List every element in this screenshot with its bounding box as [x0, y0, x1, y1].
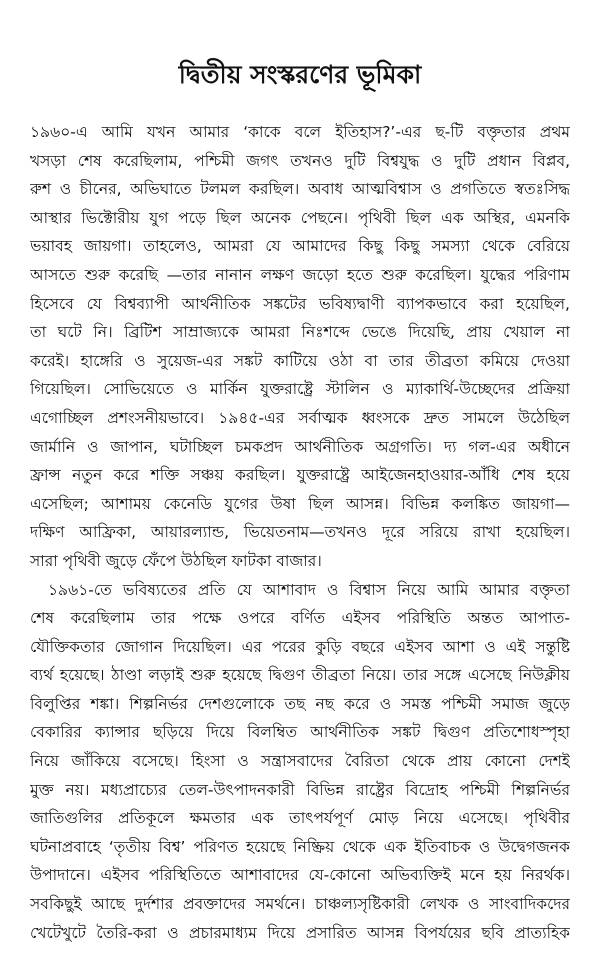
text-line: হিসেবে যে বিশ্বব্যাপী আর্থনীতিক সঙ্কটের ভবিষ্যদ্বাণী ব্যাপকভাবে করা হয়েছিল, — [30, 294, 570, 313]
paragraph-2 — [30, 576, 570, 948]
text-line: ঘটনাপ্রবাহে ‘তৃতীয় বিশ্ব’ পরিণত হয়েছে নিষ্ক্রিয় থেকে এক ইতিবাচক ও উদ্বেগজনক — [30, 837, 570, 856]
text-line: সবকিছুই আছে দুর্দশার প্রবক্তাদের সমর্থনে। চাঞ্চল্যসৃষ্টিকারী লেখক ও সাংবাদিকদের — [30, 895, 570, 914]
text-line: নিয়ে জাঁকিয়ে বসেছে। হিংসা ও সন্ত্রাসবাদের বৈরিতা থেকে প্রায় কোনো দেশই — [30, 752, 570, 771]
text-line: জার্মানি ও জাপান, ঘটাচ্ছিল চমকপ্রদ আর্থনীতিক অগ্রগতি। দ্য গল-এর অধীনে — [30, 437, 570, 456]
text-line: সারা পৃথিবী জুড়ে ফেঁপে উঠছিল ফাটকা বাজার। — [30, 551, 322, 570]
text-line: রুশ ও চীনের, অভিঘাতে টলমল করছিল। অবাধ আত্মবিশ্বাস ও প্রগতিতে স্বতঃসিদ্ধ — [30, 180, 570, 199]
text-line: বিলুপ্তির শঙ্কা। শিল্পনির্ভর দেশগুলোকে তছ নছ করে ও সমস্ত পশ্চিমী সমাজ জুড়ে — [30, 694, 570, 713]
text-line: ফ্রান্স নতুন করে শক্তি সঞ্চয় করছিল। যুক্তরাষ্ট্রে আইজেনহাওয়ার-আঁধি শেষ হয়ে — [30, 466, 570, 485]
text-line: গিয়েছিল। সোভিয়েতে ও মার্কিন যুক্তরাষ্ট্রে স্টালিন ও ম্যাকার্থি-উচ্ছেদের প্রক্রিয়া — [30, 380, 570, 399]
text-line: বেকারির ক্যান্সার ছড়িয়ে দিয়ে বিলম্বিত আর্থনীতিক সঙ্কট দ্বিগুণ প্রতিশোধস্পৃহা — [30, 723, 570, 742]
paragraph-1 — [30, 118, 570, 576]
text-line: খেটেখুটে তৈরি-করা ও প্রচারমাধ্যম দিয়ে প্রসারিত আসন্ন বিপর্যয়ের ছবি প্রাত্যহিক — [30, 923, 570, 942]
text-line: মুক্ত নয়। মধ্যপ্রাচ্যের তেল-উৎপাদনকারী বিভিন্ন রাষ্ট্রের বিদ্রোহ পশ্চিমী শিল্পনির্ভর — [30, 780, 570, 799]
text-line: ১৯৬১-তে ভবিষ্যতের প্রতি যে আশাবাদ ও বিশ্বাস নিয়ে আমি আমার বক্তৃতা — [48, 580, 570, 599]
text-line: খসড়া শেষ করেছিলাম, পশ্চিমী জগৎ তখনও দুটি বিশ্বযুদ্ধ ও দুটি প্রধান বিপ্লব, — [30, 151, 570, 170]
text-line: দক্ষিণ আফ্রিকা, আয়ারল্যান্ড, ভিয়েতনাম—তখনও দূরে সরিয়ে রাখা হয়েছিল। — [30, 523, 570, 542]
text-line: শেষ করেছিলাম তার পক্ষে ওপরে বর্ণিত এইসব পরিস্থিতি অন্তত আপাত- — [30, 609, 570, 628]
text-line: এগোচ্ছিল প্রশংসনীয়ভাবে। ১৯৪৫-এর সর্বাত্মক ধ্বংসকে দ্রুত সামলে উঠেছিল — [30, 408, 570, 427]
text-line: আস্থার ভিক্টোরীয় যুগ পড়ে ছিল অনেক পেছনে। পৃথিবী ছিল এক অস্থির, এমনকি — [30, 208, 570, 227]
text-line: জাতিগুলির প্রতিকূলে ক্ষমতার এক তাৎপর্যপূর্ণ মোড় নিয়ে এসেছে। পৃথিবীর — [30, 809, 570, 828]
text-line: এসেছিল; আশাময় কেনেডি যুগের উষা ছিল আসন্ন। বিভিন্ন কলঙ্কিত জায়গা— — [30, 494, 570, 513]
text-line: তা ঘটে নি। ব্রিটিশ সাম্রাজ্যকে আমরা নিঃশব্দে ভেঙে দিয়েছি, প্রায় খেয়াল না — [30, 323, 570, 342]
text-line: ব্যর্থ হয়েছে। ঠাণ্ডা লড়াই শুরু হয়েছে দ্বিগুণ তীব্রতা নিয়ে। তার সঙ্গে এসেছে নিউক্লীয় — [30, 666, 570, 685]
text-line: ১৯৬০-এ আমি যখন আমার ‘কাকে বলে ইতিহাস?’-এর ছ-টি বক্তৃতার প্রথম — [30, 123, 570, 141]
text-line: আসতে শুরু করেছি —তার নানান লক্ষণ জড়ো হতে শুরু করেছিল। যুদ্ধের পরিণাম — [30, 265, 570, 284]
text-line: করেই। হাঙ্গেরি ও সুয়েজ-এর সঙ্কট কাটিয়ে ওঠা বা তার তীব্রতা কমিয়ে দেওয়া — [30, 351, 570, 370]
text-line: ভয়াবহ জায়গা। তাহলেও, আমরা যে আমাদের কিছু কিছু সমস্যা থেকে বেরিয়ে — [30, 237, 570, 256]
text-line: যৌক্তিকতার জোগান দিয়েছিল। এর পরের কুড়ি বছরে এইসব আশা ও এই সন্তুষ্টি — [30, 637, 570, 656]
text-line: উপাদানে। এইসব পরিস্থিতিতে আশাবাদের যে-কোনো অভিব্যক্তিই মনে হয় নিরর্থক। — [30, 866, 570, 885]
page-title: দ্বিতীয় সংস্করণের ভূমিকা — [178, 60, 422, 89]
